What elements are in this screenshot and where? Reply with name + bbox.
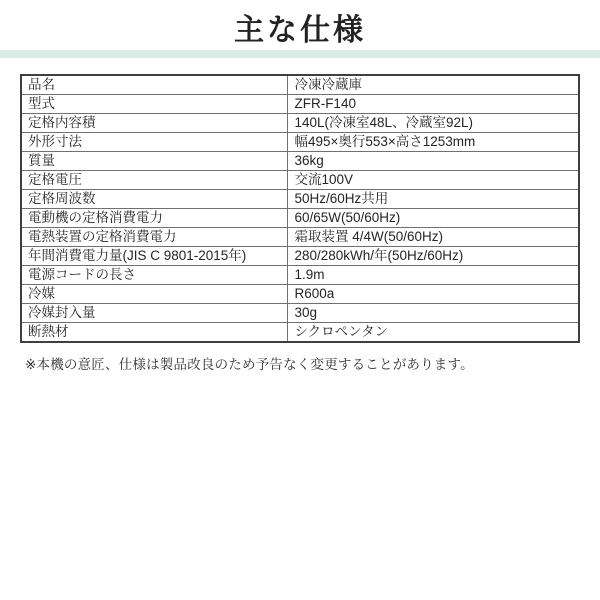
spec-table (20, 74, 580, 343)
spec-label: 冷媒封入量 (21, 304, 288, 323)
spec-value: 霜取装置 4/4W(50/60Hz) (288, 228, 579, 247)
spec-label: 型式 (21, 95, 288, 114)
table-row (21, 114, 579, 133)
spec-label: 定格内容積 (21, 114, 288, 133)
spec-value: ZFR-F140 (288, 95, 579, 114)
table-row (21, 209, 579, 228)
accent-bar-divider (0, 50, 600, 58)
spec-value: 1.9m (288, 266, 579, 285)
table-row (21, 152, 579, 171)
page-title: 主な仕様 (234, 14, 366, 47)
table-row (21, 323, 579, 343)
spec-label: 冷媒 (21, 285, 288, 304)
spec-label: 外形寸法 (21, 133, 288, 152)
spec-value: 交流100V (288, 171, 579, 190)
table-row (21, 190, 579, 209)
table-row (21, 228, 579, 247)
table-row (21, 75, 579, 95)
table-row (21, 304, 579, 323)
footnote: ※本機の意匠、仕様は製品改良のため予告なく変更することがあります。 (25, 357, 474, 372)
spec-value: 140L(冷凍室48L、冷蔵室92L) (288, 114, 579, 133)
spec-label: 定格周波数 (21, 190, 288, 209)
spec-label: 品名 (21, 75, 288, 95)
table-row (21, 133, 579, 152)
spec-value: 280/280kWh/年(50Hz/60Hz) (288, 247, 579, 266)
spec-value: 36kg (288, 152, 579, 171)
spec-label: 質量 (21, 152, 288, 171)
spec-label: 電動機の定格消費電力 (21, 209, 288, 228)
spec-value: シクロペンタン (288, 323, 579, 343)
table-row (21, 95, 579, 114)
spec-label: 電熱装置の定格消費電力 (21, 228, 288, 247)
spec-label: 年間消費電力量(JIS C 9801-2015年) (21, 247, 288, 266)
spec-value: 50Hz/60Hz共用 (288, 190, 579, 209)
spec-table-container (20, 74, 580, 343)
spec-value: 冷凍冷蔵庫 (288, 75, 579, 95)
spec-value: 幅495×奥行553×高さ1253mm (288, 133, 579, 152)
spec-value: R600a (288, 285, 579, 304)
table-row (21, 266, 579, 285)
spec-label: 定格電圧 (21, 171, 288, 190)
spec-label: 断熱材 (21, 323, 288, 343)
table-row (21, 285, 579, 304)
spec-value: 60/65W(50/60Hz) (288, 209, 579, 228)
table-row (21, 171, 579, 190)
spec-value: 30g (288, 304, 579, 323)
spec-label: 電源コードの長さ (21, 266, 288, 285)
table-row (21, 247, 579, 266)
